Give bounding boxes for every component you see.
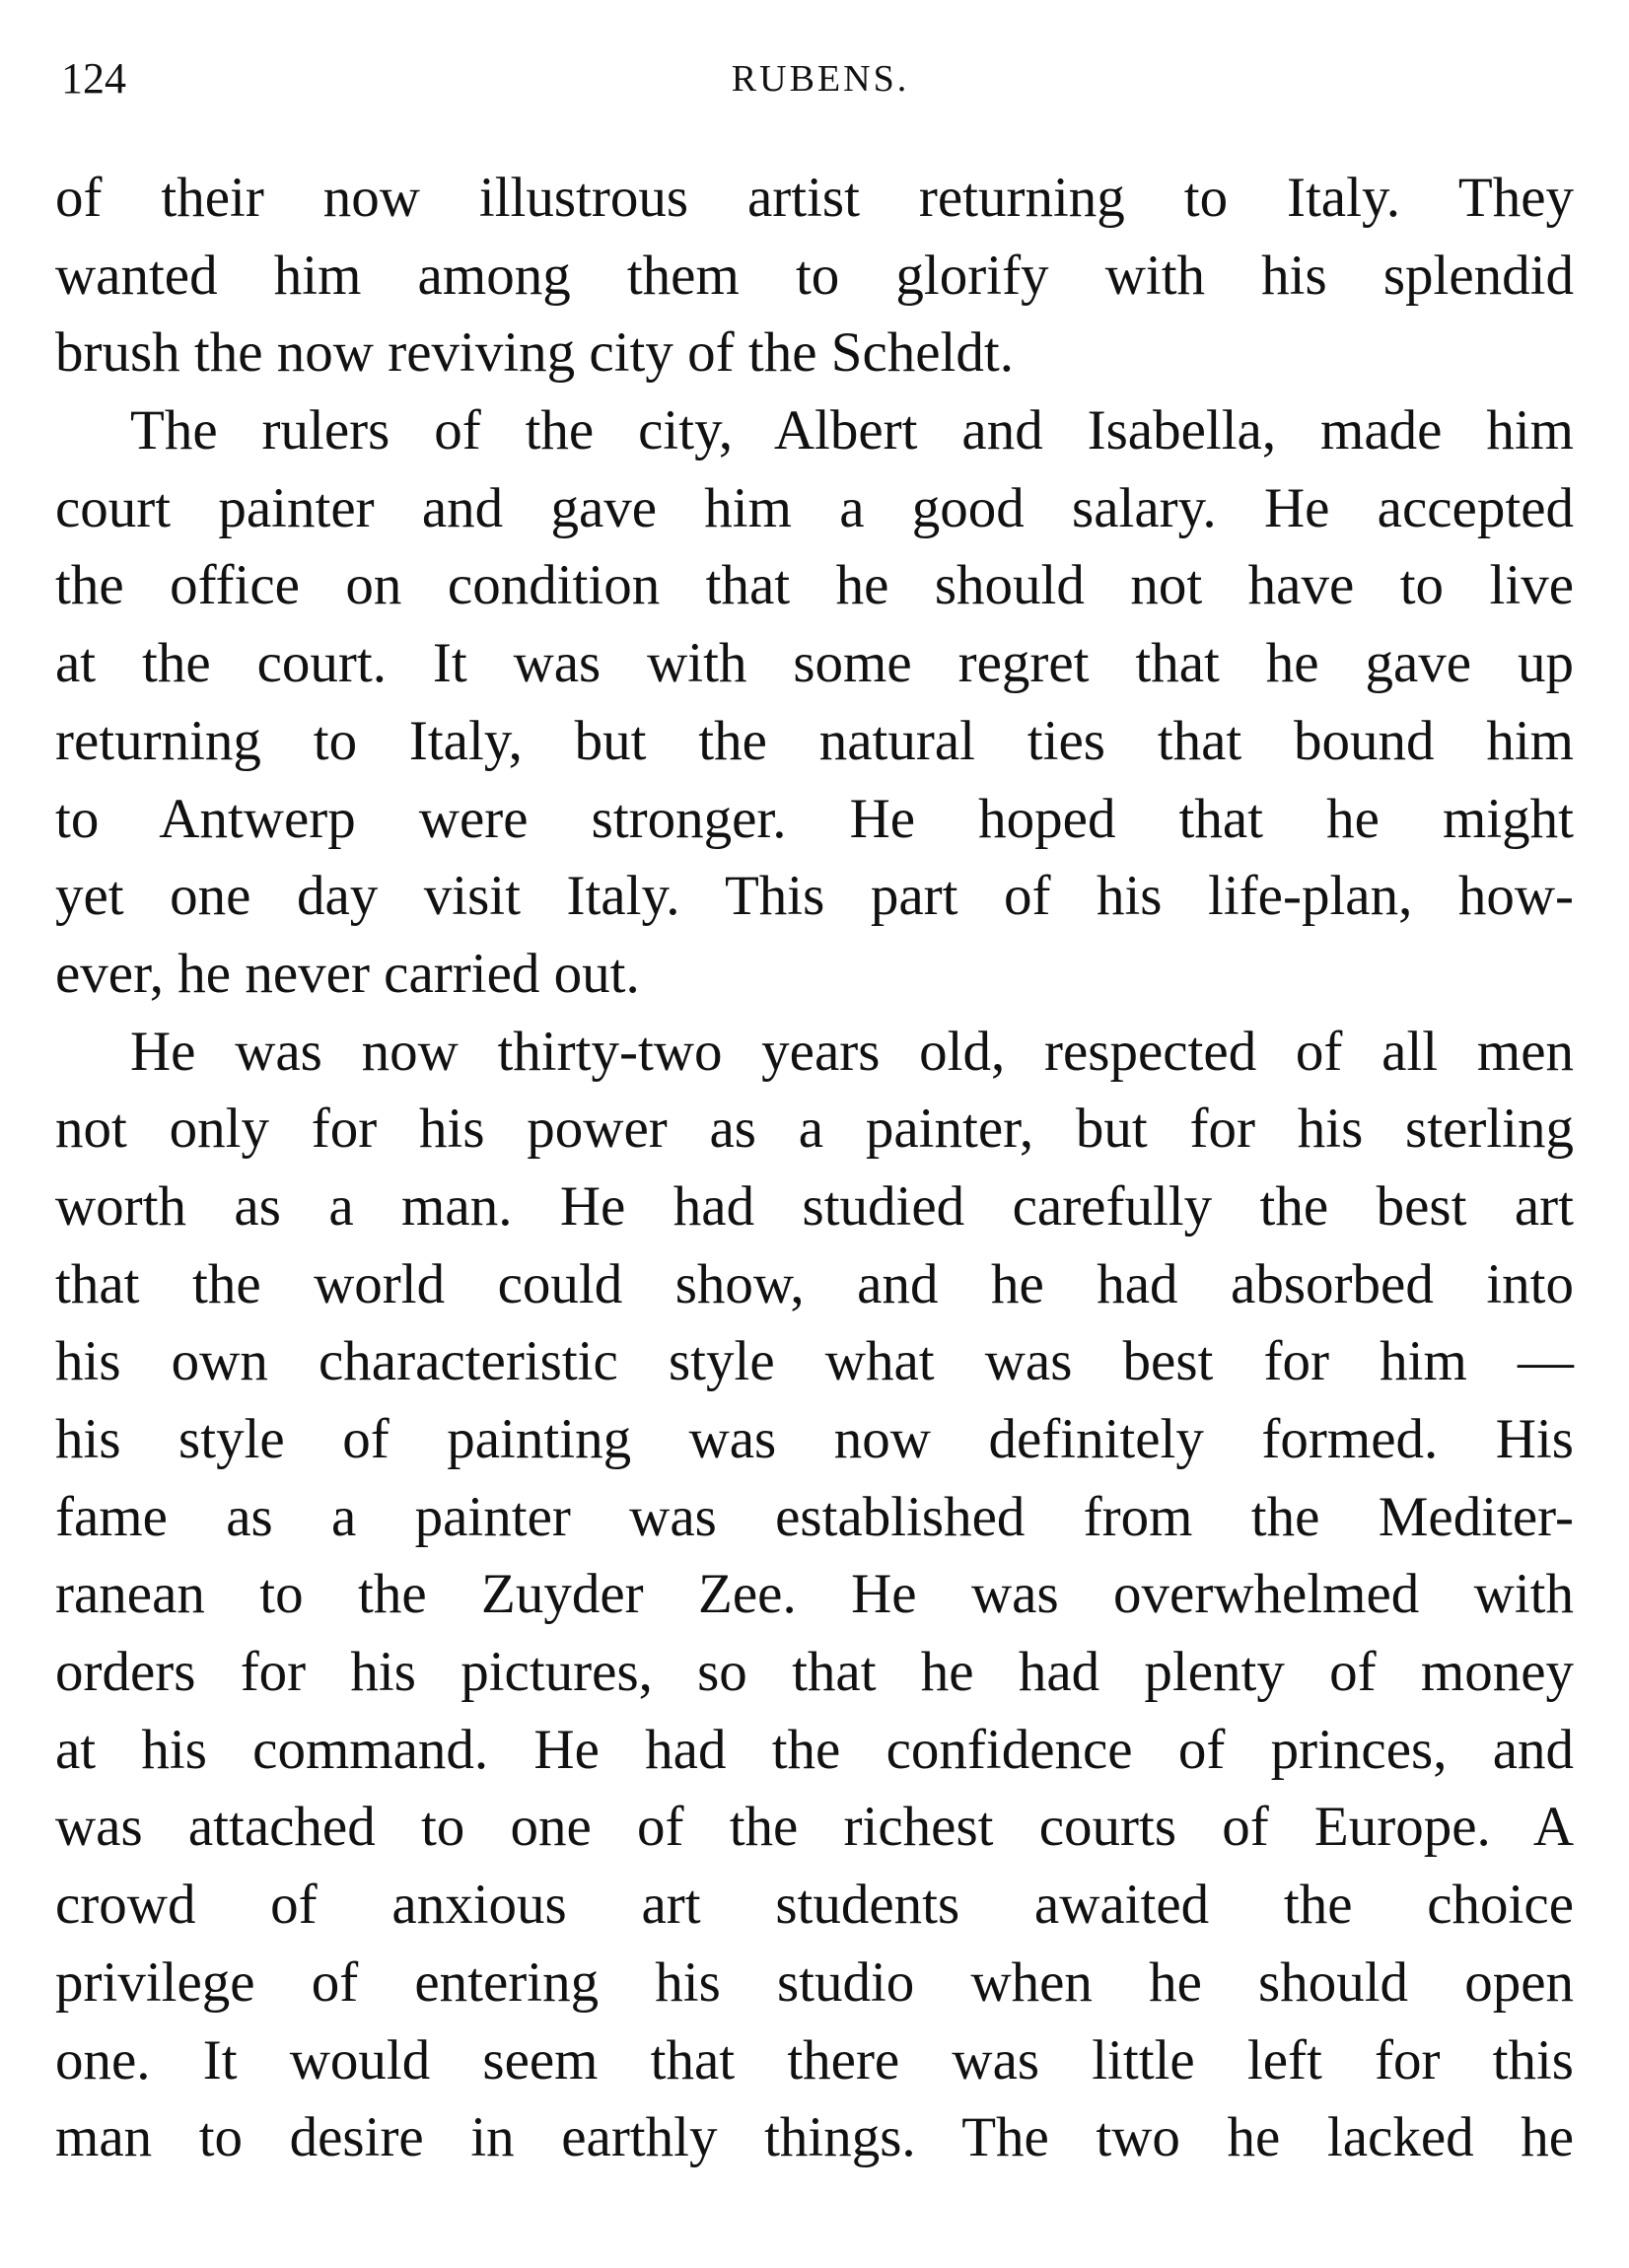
text-line: crowd of anxious art students awaited the choice (55, 1874, 1574, 1937)
text-line: yet one day visit Italy. This part of his life-plan, how- (55, 865, 1574, 928)
text-line: not only for his power as a painter, but for his sterling (55, 1098, 1574, 1161)
paragraph-3 (55, 1014, 1574, 2177)
page-number: 124 (61, 54, 126, 103)
running-head: RUBENS. (731, 58, 910, 100)
text-line: worth as a man. He had studied carefully the best art (55, 1174, 1574, 1238)
text-line: his style of painting was now definitely formed. His (55, 1408, 1574, 1470)
text-line: that the world could show, and he had absorbed into (55, 1252, 1574, 1315)
text-line: one. It would seem that there was little left for this (55, 2028, 1574, 2091)
text-line: fame as a painter was established from the Mediter- (55, 1485, 1574, 1548)
text-line: court painter and gave him a good salary. He accepted (55, 476, 1574, 539)
text-line: at the court. It was with some regret that he gave up (55, 632, 1574, 695)
paragraph-2 (55, 392, 1574, 1014)
text-line: his own characteristic style what was best for him — (55, 1330, 1574, 1393)
text-line: was attached to one of the richest courts of Europe. A (55, 1796, 1574, 1859)
text-line: ranean to the Zuyder Zee. He was overwhelmed with (55, 1563, 1574, 1626)
text-line: He was now thirty-two years old, respected of all men (130, 1020, 1574, 1083)
body-text (55, 160, 1574, 2177)
paragraph-1 (55, 160, 1574, 392)
text-line: The rulers of the city, Albert and Isabella, made him (130, 399, 1574, 462)
text-line: wanted him among them to glorify with his splendid (55, 244, 1574, 307)
page-header (61, 49, 1580, 108)
text-line: the office on condition that he should not have to live (55, 554, 1574, 617)
text-line: ever, he never carried out. (55, 942, 640, 1005)
text-line: orders for his pictures, so that he had plenty of money (55, 1641, 1574, 1704)
text-line: brush the now reviving city of the Scheldt. (55, 321, 1014, 385)
text-line: at his command. He had the confidence of princes, and (55, 1718, 1574, 1781)
text-line: privilege of entering his studio when he should open (55, 1950, 1574, 2014)
text-line: returning to Italy, but the natural ties that bound him (55, 709, 1574, 772)
text-line: man to desire in earthly things. The two he lacked he (55, 2106, 1574, 2169)
text-line: of their now illustrous artist returning to Italy. They (55, 167, 1574, 229)
text-line: to Antwerp were stronger. He hoped that he might (55, 787, 1574, 850)
